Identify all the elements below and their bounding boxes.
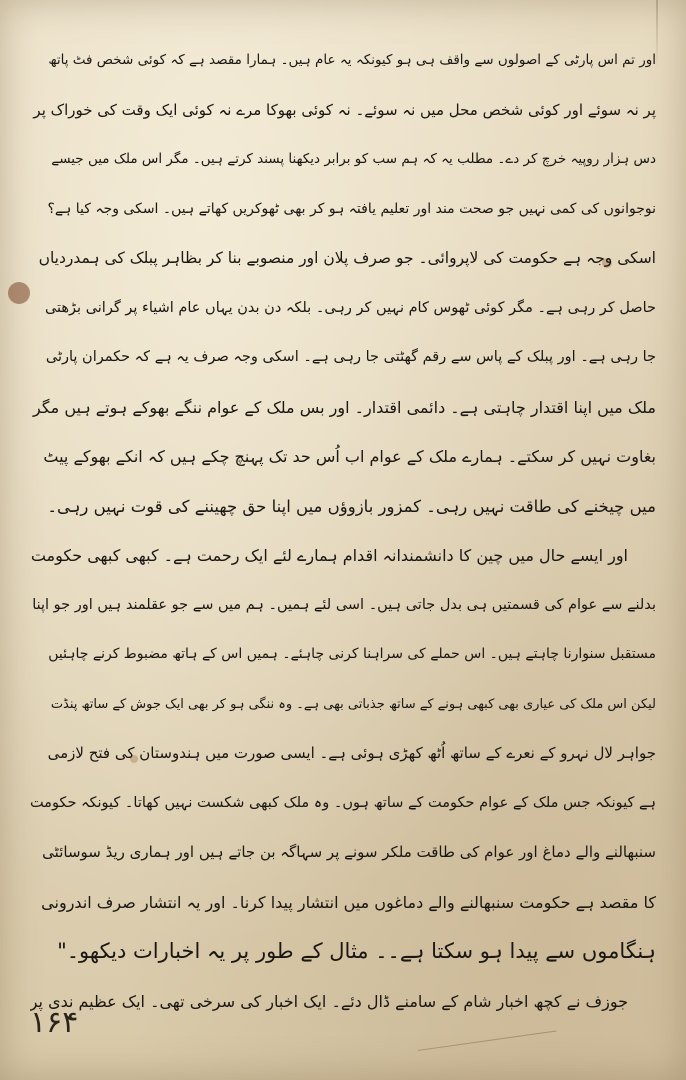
text-line-20: جوزف نے کچھ اخبار شام کے سامنے ڈال دئے۔ ایک اخبار کی سرخی تھی۔ ایک عظیم ندی پر <box>30 991 628 1011</box>
text-line-15: جواہر لال نہرو کے نعرے کے ساتھ اُٹھ کھڑی ہوئی ہے۔ ایسی صورت میں ہندوستان کی فتح لازمی <box>47 744 656 762</box>
text-line-4: نوجوانوں کی کمی نہیں جو صحت مند اور تعلیم یافتہ ہو کر بھی ٹھوکریں کھاتے ہیں۔ اسکی وجہ کیا ہے؟ <box>47 200 656 217</box>
text-line-17: سنبھالنے والے دماغ اور عوام کی طاقت ملکر سونے پر سہاگہ بن جاتے ہیں اور ہماری ریڈ سوسائٹی <box>42 843 656 861</box>
page-number: ۱۶۴ <box>30 1005 79 1040</box>
text-line-13: مستقبل سنوارنا چاہتے ہیں۔ اس حملے کی سراہنا کرنی چاہئے۔ ہمیں اس کے ہاتھ مضبوط کرنے چاہئیں <box>48 646 656 662</box>
text-line-14: لیکن اس ملک کی عیاری بھی کبھی ہونے کے ساتھ جذباتی بھی ہے۔ وہ ننگی ہو کر بھی ایک جوش کے ساتھ پنڈت <box>50 696 656 712</box>
text-line-16: ہے کیونکہ جس ملک کے عوام حکومت کے ساتھ ہوں۔ وہ ملک کبھی شکست نہیں کھاتا۔ کیونکہ حکومت <box>30 794 656 811</box>
page-text <box>30 36 656 1026</box>
text-line-9: بغاوت نہیں کر سکتے۔ ہمارے ملک کے عوام اب اُس حد تک پہنچ چکے ہیں کہ انکے بھوکے پیٹ <box>43 447 656 466</box>
text-line-10: میں چیخنے کی طاقت نہیں رہی۔ کمزور بازوؤں میں اپنا حق چھیننے کی قوت نہیں رہی۔ <box>47 496 656 516</box>
ink-stain <box>8 282 30 304</box>
text-line-11: اور ایسے حال میں چین کا دانشمندانہ اقدام ہمارے لئے ایک رحمت ہے۔ کبھی کبھی حکومت <box>30 546 628 565</box>
text-line-18: کا مقصد ہے حکومت سنبھالنے والے دماغوں میں انتشار پیدا کرنا۔ اور یہ انتشار صرف اندرونی <box>41 892 656 912</box>
text-line-2: پر نہ سوئے اور کوئی شخص محل میں نہ سوئے۔ نہ کوئی بھوکا مرے نہ کوئی ایک وقت کی خوراک پر <box>33 100 656 119</box>
text-line-7: جا رہی ہے۔ اور پبلک کے پاس سے رقم گھٹتی جا رہی ہے۔ اسکی وجہ صرف یہ ہے کہ حکمران پارٹی <box>45 349 656 365</box>
text-line-6: حاصل کر رہی ہے۔ مگر کوئی ٹھوس کام نہیں کر رہی۔ بلکہ دن بدن یہاں عام اشیاء پر گرانی بڑھتی <box>44 299 656 316</box>
paper-tear <box>418 1030 562 1080</box>
text-line-19: ہنگاموں سے پیدا ہو سکتا ہے۔۔ مثال کے طور پر یہ اخبارات دیکھو۔" <box>57 939 656 963</box>
text-line-1: اور تم اس پارٹی کے اصولوں سے واقف ہی ہو کیونکہ یہ عام ہیں۔ ہمارا مقصد ہے کہ کوئی شخص فٹ پاتھ <box>48 52 656 68</box>
text-line-3: دس ہزار روپیہ خرچ کر دے۔ مطلب یہ کہ ہم سب کو برابر دیکھنا پسند کرتے ہیں۔ مگر اس ملک میں جیسے <box>51 151 656 167</box>
paper-crease <box>656 0 658 70</box>
text-line-8: ملک میں اپنا اقتدار چاہتی ہے۔ دائمی اقتدار۔ اور بس ملک کے عوام ننگے بھوکے ہوتے ہیں مگر <box>33 397 656 417</box>
text-line-5: اسکی وجہ ہے حکومت کی لاپروائی۔ جو صرف پلان اور منصوبے بنا کر بظاہر پبلک کی ہمدردیاں <box>38 249 656 267</box>
text-line-12: بدلنے سے عوام کی قسمتیں ہی بدل جاتی ہیں۔ اسی لئے ہمیں۔ ہم میں سے جو عقلمند ہیں اور جو اپنا <box>32 596 656 613</box>
